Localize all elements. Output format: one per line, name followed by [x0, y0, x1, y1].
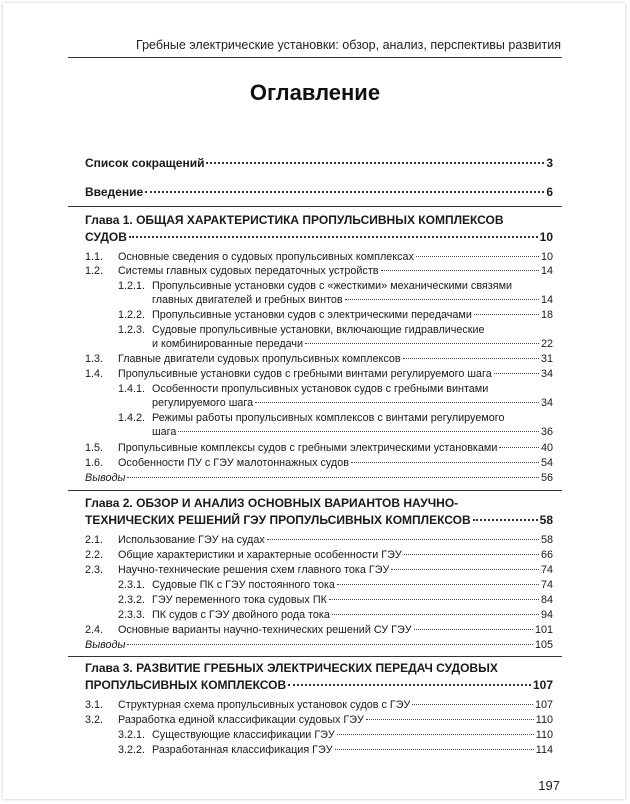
toc-entry[interactable]: Общие характеристики и характерные особенности ГЭУ 66 — [118, 549, 553, 561]
toc-number: 1.4. — [85, 368, 104, 380]
toc-entry[interactable]: главных двигателей и гребных винтов 14 — [152, 294, 553, 306]
toc-entry[interactable]: регулируемого шага 34 — [152, 397, 553, 409]
chapter-3-title-continued[interactable]: ПРОПУЛЬСИВНЫХ КОМПЛЕКСОВ 107 — [85, 678, 553, 692]
chapter-1-title[interactable]: Глава 1. ОБЩАЯ ХАРАКТЕРИСТИКА ПРОПУЛЬСИВНЫХ КОМПЛЕКСОВ — [85, 213, 504, 227]
toc-entry-introduction[interactable]: Введение 6 — [85, 185, 553, 199]
toc-entry[interactable]: Разработка единой классификации судовых ГЭУ 110 — [118, 714, 553, 726]
toc-number: 2.1. — [85, 534, 104, 546]
section-divider — [68, 656, 562, 657]
toc-entry-text[interactable]: Пропульсивные установки судов с «жесткими» механическими связями — [152, 280, 513, 292]
toc-number: 2.3.3. — [118, 609, 146, 621]
toc-number: 3.2. — [85, 714, 104, 726]
toc-number: 2.3. — [85, 564, 104, 576]
toc-title: Оглавление — [249, 80, 381, 105]
toc-entry[interactable]: Пропульсивные установки судов с электрическими передачами 18 — [152, 309, 553, 321]
toc-number: 1.2. — [85, 265, 104, 277]
toc-entry[interactable]: Использование ГЭУ на судах 58 — [118, 534, 553, 546]
chapter-1-title-continued[interactable]: СУДОВ 10 — [85, 230, 553, 244]
toc-number: 1.2.2. — [118, 309, 146, 321]
section-divider — [68, 206, 562, 207]
toc-entry-conclusions[interactable]: Выводы 105 — [85, 639, 553, 651]
toc-entry[interactable]: Существующие классификации ГЭУ 110 — [152, 729, 553, 741]
toc-number: 1.2.1. — [118, 280, 146, 292]
toc-number: 2.4. — [85, 624, 104, 636]
chapter-2-title-continued[interactable]: ТЕХНИЧЕСКИХ РЕШЕНИЙ ГЭУ ПРОПУЛЬСИВНЫХ КОМПЛЕКСОВ 58 — [85, 513, 553, 527]
toc-entry[interactable]: Особенности ПУ с ГЭУ малотоннажных судов 54 — [118, 457, 553, 469]
toc-number: 1.6. — [85, 457, 104, 469]
toc-number: 3.2.1. — [118, 729, 146, 741]
toc-entry[interactable]: ГЭУ переменного тока судовых ПК 84 — [152, 594, 553, 606]
chapter-2-title[interactable]: Глава 2. ОБЗОР И АНАЛИЗ ОСНОВНЫХ ВАРИАНТОВ НАУЧНО- — [85, 496, 459, 510]
toc-entry-text[interactable]: Режимы работы пропульсивных комплексов с винтами регулируемого — [152, 412, 505, 424]
toc-number: 1.5. — [85, 442, 104, 454]
toc-entry[interactable]: Разработанная классификация ГЭУ 114 — [152, 744, 553, 756]
toc-number: 2.3.1. — [118, 579, 146, 591]
toc-entry[interactable]: Системы главных судовых передаточных устройств 14 — [118, 265, 553, 277]
toc-entry[interactable]: Основные сведения о судовых пропульсивных комплексах 10 — [118, 251, 553, 263]
toc-number: 3.2.2. — [118, 744, 146, 756]
toc-entry-conclusions[interactable]: Выводы 56 — [85, 472, 553, 484]
toc-entry[interactable]: Судовые ПК с ГЭУ постоянного тока 74 — [152, 579, 553, 591]
toc-number: 2.2. — [85, 549, 104, 561]
section-divider — [68, 490, 562, 491]
toc-entry[interactable]: Пропульсивные комплексы судов с гребными электрическими установками 40 — [118, 442, 553, 454]
toc-entry-text[interactable]: Судовые пропульсивные установки, включающие гидравлические — [152, 324, 485, 336]
toc-entry[interactable]: Главные двигатели судовых пропульсивных комплексов 31 — [118, 353, 553, 365]
header-rule — [68, 57, 562, 58]
page-number: 197 — [538, 778, 560, 793]
toc-number: 3.1. — [85, 699, 104, 711]
toc-entry[interactable]: ПК судов с ГЭУ двойного рода тока 94 — [152, 609, 553, 621]
toc-number: 1.2.3. — [118, 324, 146, 336]
toc-number: 1.4.2. — [118, 412, 146, 424]
toc-entry[interactable]: Структурная схема пропульсивных установок судов с ГЭУ 107 — [118, 699, 553, 711]
toc-number: 1.3. — [85, 353, 104, 365]
chapter-3-title[interactable]: Глава 3. РАЗВИТИЕ ГРЕБНЫХ ЭЛЕКТРИЧЕСКИХ ПЕРЕДАЧ СУДОВЫХ — [85, 661, 498, 675]
toc-entry[interactable]: Научно-технические решения схем главного тока ГЭУ 74 — [118, 564, 553, 576]
toc-entry-text[interactable]: Особенности пропульсивных установок судов с гребными винтами — [152, 383, 489, 395]
toc-entry[interactable]: Основные варианты научно-технических решений СУ ГЭУ 101 — [118, 624, 553, 636]
toc-number: 1.1. — [85, 251, 104, 263]
running-header: Гребные электрические установки: обзор, анализ, перспективы развития — [136, 38, 561, 52]
toc-entry[interactable]: и комбинированные передачи 22 — [152, 338, 553, 350]
toc-entry-abbreviations[interactable]: Список сокращений 3 — [85, 156, 553, 170]
toc-number: 2.3.2. — [118, 594, 146, 606]
toc-number: 1.4.1. — [118, 383, 146, 395]
toc-entry[interactable]: шага 36 — [152, 426, 553, 438]
toc-entry[interactable]: Пропульсивные установки судов с гребными винтами регулируемого шага 34 — [118, 368, 553, 380]
